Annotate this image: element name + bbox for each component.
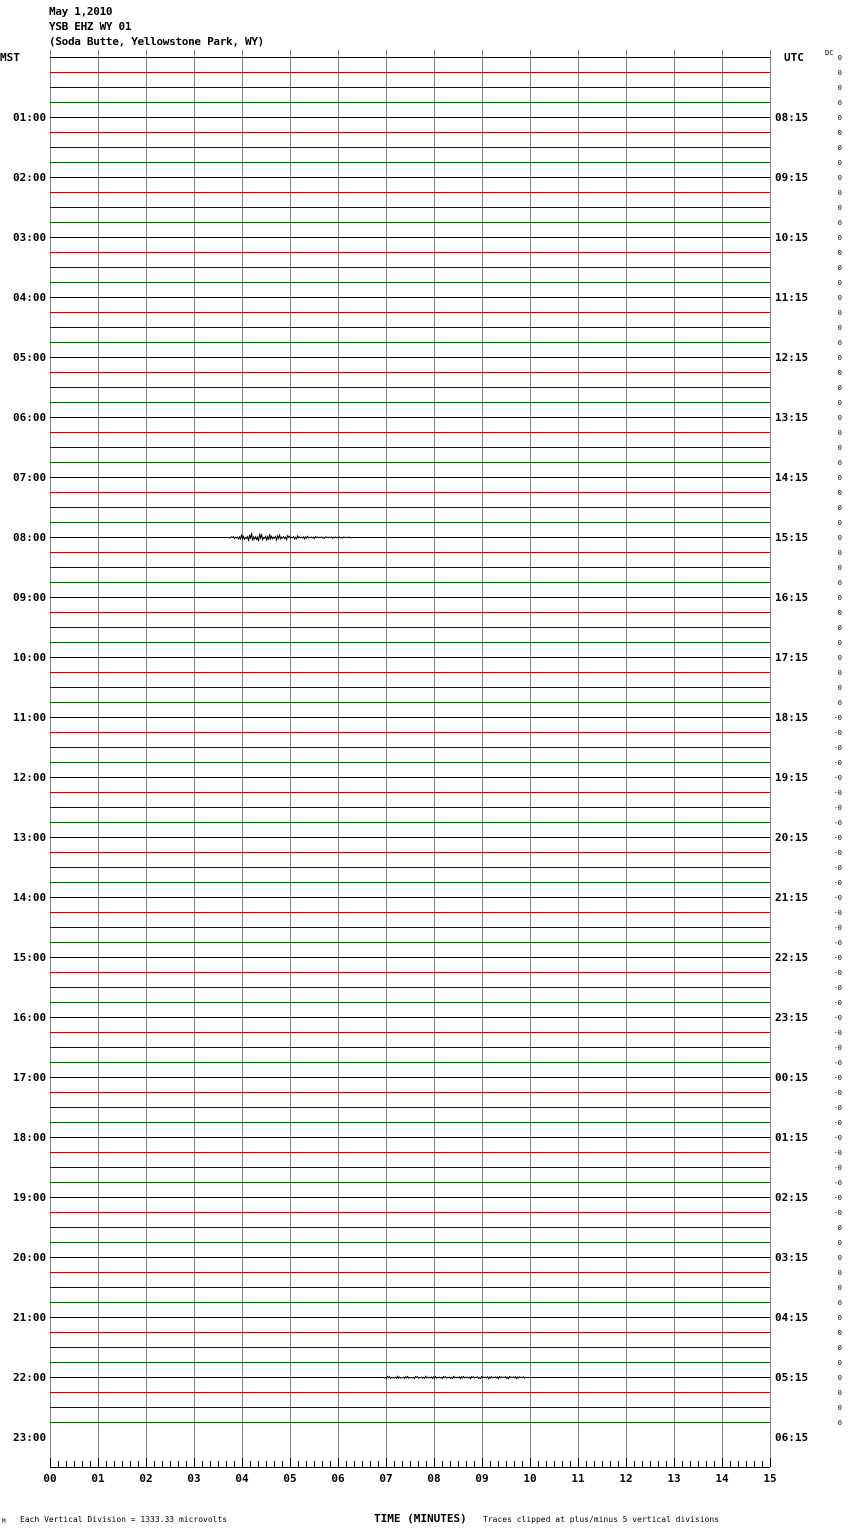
- dc-offset-value: -0: [833, 819, 842, 827]
- dc-offset-value: 0: [837, 129, 842, 137]
- utc-hour-label: 09:15: [775, 171, 809, 184]
- date-label: May 1,2010: [49, 5, 113, 18]
- utc-hour-label: 21:15: [775, 891, 809, 904]
- dc-offset-value: 0: [837, 1344, 842, 1352]
- dc-offset-value: 0: [837, 369, 842, 377]
- dc-offset-value: 0: [837, 654, 842, 662]
- dc-offset-value: 0: [837, 444, 842, 452]
- dc-offset-value: 0: [837, 549, 842, 557]
- x-tick-label: 15: [763, 1472, 777, 1485]
- dc-offset-value: 0: [837, 684, 842, 692]
- x-tick-label: 02: [139, 1472, 153, 1485]
- dc-offset-value: 0: [837, 279, 842, 287]
- dc-offset-value: -0: [833, 1164, 842, 1172]
- location-label: (Soda Butte, Yellowstone Park, WY): [49, 35, 264, 48]
- x-tick-label: 07: [379, 1472, 393, 1485]
- utc-hour-label: 12:15: [775, 351, 809, 364]
- dc-offset-value: -0: [833, 804, 842, 812]
- x-tick-label: 10: [523, 1472, 537, 1485]
- dc-offset-value: -0: [833, 1089, 842, 1097]
- trace-lines: [50, 58, 770, 1423]
- dc-offset-value: -0: [833, 849, 842, 857]
- mst-hour-label: 19:00: [13, 1191, 47, 1204]
- dc-offset-value: 0: [837, 639, 842, 647]
- mst-hour-label: 23:00: [13, 1431, 47, 1444]
- dc-offset-value: 0: [837, 174, 842, 182]
- utc-hour-label: 14:15: [775, 471, 809, 484]
- utc-hour-label: 20:15: [775, 831, 809, 844]
- utc-hour-label: 15:15: [775, 531, 809, 544]
- utc-hour-label: 10:15: [775, 231, 809, 244]
- dc-offset-value: 0: [837, 339, 842, 347]
- mst-hour-label: 21:00: [13, 1311, 47, 1324]
- utc-hour-label: 03:15: [775, 1251, 809, 1264]
- axis-labels: [13, 54, 842, 1444]
- dc-offset-value: 0: [837, 474, 842, 482]
- mst-hour-label: 09:00: [13, 591, 47, 604]
- mst-hour-label: 05:00: [13, 351, 47, 364]
- dc-offset-value: -0: [833, 1194, 842, 1202]
- dc-offset-value: 0: [837, 159, 842, 167]
- dc-offset-value: -0: [833, 864, 842, 872]
- dc-offset-value: 0: [837, 309, 842, 317]
- mst-hour-label: 11:00: [13, 711, 47, 724]
- mst-hour-label: 14:00: [13, 891, 47, 904]
- x-tick-label: 11: [571, 1472, 585, 1485]
- dc-offset-value: 0: [837, 189, 842, 197]
- dc-offset-value: 0: [837, 1299, 842, 1307]
- dc-offset-value: 0: [837, 1389, 842, 1397]
- dc-offset-value: -0: [833, 1134, 842, 1142]
- dc-offset-value: 0: [837, 1254, 842, 1262]
- dc-offset-value: 0: [837, 489, 842, 497]
- x-tick-label: 05: [283, 1472, 297, 1485]
- dc-offset-value: 0: [837, 1224, 842, 1232]
- grid-lines: [51, 50, 771, 1467]
- utc-hour-label: 05:15: [775, 1371, 809, 1384]
- mst-hour-label: 03:00: [13, 231, 47, 244]
- dc-offset-value: 0: [837, 234, 842, 242]
- dc-offset-value: -0: [833, 789, 842, 797]
- dc-offset-value: 0: [837, 144, 842, 152]
- event-trace: [50, 1376, 770, 1378]
- dc-offset-value: -0: [833, 1014, 842, 1022]
- dc-offset-value: 0: [837, 504, 842, 512]
- dc-offset-value: 0: [837, 1419, 842, 1427]
- utc-hour-label: 18:15: [775, 711, 809, 724]
- utc-hour-label: 04:15: [775, 1311, 809, 1324]
- x-axis-title: TIME (MINUTES): [374, 1512, 467, 1525]
- mst-hour-label: 07:00: [13, 471, 47, 484]
- x-tick-label: 14: [715, 1472, 729, 1485]
- dc-offset-value: -0: [833, 939, 842, 947]
- dc-offset-value: -0: [833, 1209, 842, 1217]
- left-timezone-label: MST: [0, 51, 20, 64]
- x-tick-label: 04: [235, 1472, 249, 1485]
- dc-offset-value: -0: [833, 1119, 842, 1127]
- utc-hour-label: 06:15: [775, 1431, 809, 1444]
- dc-offset-value: 0: [837, 324, 842, 332]
- dc-offset-value: -0: [833, 1029, 842, 1037]
- dc-offset-value: -0: [833, 1074, 842, 1082]
- mst-hour-label: 22:00: [13, 1371, 47, 1384]
- dc-offset-value: -0: [833, 744, 842, 752]
- dc-offset-value: 0: [837, 429, 842, 437]
- dc-offset-value: -0: [833, 729, 842, 737]
- x-tick-label: 13: [667, 1472, 681, 1485]
- dc-offset-value: -0: [833, 924, 842, 932]
- dc-offset-value: -0: [833, 969, 842, 977]
- utc-hour-label: 01:15: [775, 1131, 809, 1144]
- dc-offset-value: 0: [837, 699, 842, 707]
- mst-hour-label: 12:00: [13, 771, 47, 784]
- utc-hour-label: 11:15: [775, 291, 809, 304]
- dc-offset-value: 0: [837, 204, 842, 212]
- dc-offset-value: -0: [833, 909, 842, 917]
- mst-hour-label: 04:00: [13, 291, 47, 304]
- dc-offset-value: -0: [833, 894, 842, 902]
- dc-offset-value: -0: [833, 1104, 842, 1112]
- utc-hour-label: 00:15: [775, 1071, 809, 1084]
- dc-offset-value: -0: [833, 759, 842, 767]
- dc-offset-value: 0: [837, 1314, 842, 1322]
- mst-hour-label: 06:00: [13, 411, 47, 424]
- dc-offset-value: 0: [837, 354, 842, 362]
- dc-offset-value: 0: [837, 459, 842, 467]
- mst-hour-label: 20:00: [13, 1251, 47, 1264]
- dc-offset-value: -0: [833, 954, 842, 962]
- mst-hour-label: 08:00: [13, 531, 47, 544]
- event-trace: [50, 533, 770, 541]
- dc-offset-value: -0: [833, 879, 842, 887]
- dc-offset-value: -0: [833, 999, 842, 1007]
- dc-offset-value: 0: [837, 84, 842, 92]
- x-axis-ticks: [43, 1458, 776, 1485]
- x-tick-label: 12: [619, 1472, 633, 1485]
- dc-offset-value: 0: [837, 249, 842, 257]
- dc-offset-value: 0: [837, 69, 842, 77]
- dc-offset-value: 0: [837, 564, 842, 572]
- mst-hour-label: 10:00: [13, 651, 47, 664]
- dc-offset-value: -0: [833, 714, 842, 722]
- dc-offset-value: 0: [837, 1329, 842, 1337]
- dc-offset-value: 0: [837, 519, 842, 527]
- dc-offset-value: 0: [837, 624, 842, 632]
- mst-hour-label: 17:00: [13, 1071, 47, 1084]
- dc-offset-value: 0: [837, 264, 842, 272]
- dc-offset-value: 0: [837, 399, 842, 407]
- dc-offset-value: 0: [837, 669, 842, 677]
- dc-offset-value: -0: [833, 1179, 842, 1187]
- x-tick-label: 03: [187, 1472, 201, 1485]
- clip-note: Traces clipped at plus/minus 5 vertical divisions: [483, 1515, 720, 1524]
- mst-hour-label: 15:00: [13, 951, 47, 964]
- dc-offset-value: 0: [837, 1404, 842, 1412]
- x-tick-label: 00: [43, 1472, 57, 1485]
- dc-offset-value: 0: [837, 114, 842, 122]
- station-label: YSB EHZ WY 01: [49, 20, 132, 33]
- dc-offset-value: 0: [837, 414, 842, 422]
- right-timezone-label: UTC: [784, 51, 804, 64]
- dc-offset-value: 0: [837, 294, 842, 302]
- dc-offset-value: 0: [837, 1269, 842, 1277]
- dc-offset-value: -0: [833, 984, 842, 992]
- dc-offset-value: -0: [833, 774, 842, 782]
- mst-hour-label: 02:00: [13, 171, 47, 184]
- utc-hour-label: 08:15: [775, 111, 809, 124]
- dc-offset-value: -0: [833, 834, 842, 842]
- dc-offset-value: 0: [837, 534, 842, 542]
- mst-hour-label: 18:00: [13, 1131, 47, 1144]
- utc-hour-label: 02:15: [775, 1191, 809, 1204]
- mst-hour-label: 13:00: [13, 831, 47, 844]
- utc-hour-label: 17:15: [775, 651, 809, 664]
- dc-offset-value: 0: [837, 1239, 842, 1247]
- utc-hour-label: 23:15: [775, 1011, 809, 1024]
- vertical-division-note: Each Vertical Division = 1333.33 microvolts: [20, 1515, 228, 1524]
- x-tick-label: 01: [91, 1472, 105, 1485]
- x-tick-label: 08: [427, 1472, 441, 1485]
- corner-mark: M: [2, 1518, 6, 1525]
- dc-offset-value: 0: [837, 99, 842, 107]
- utc-hour-label: 22:15: [775, 951, 809, 964]
- utc-hour-label: 16:15: [775, 591, 809, 604]
- dc-offset-value: 0: [837, 1359, 842, 1367]
- dc-offset-value: -0: [833, 1044, 842, 1052]
- dc-offset-value: -0: [833, 1149, 842, 1157]
- dc-offset-value: 0: [837, 1374, 842, 1382]
- dc-offset-value: 0: [837, 54, 842, 62]
- mst-hour-label: 16:00: [13, 1011, 47, 1024]
- dc-offset-value: 0: [837, 579, 842, 587]
- x-tick-label: 09: [475, 1472, 489, 1485]
- utc-hour-label: 13:15: [775, 411, 809, 424]
- x-tick-label: 06: [331, 1472, 345, 1485]
- dc-offset-value: 0: [837, 219, 842, 227]
- dc-label: DC: [825, 49, 834, 57]
- dc-offset-value: -0: [833, 1059, 842, 1067]
- dc-offset-value: 0: [837, 609, 842, 617]
- dc-offset-value: 0: [837, 384, 842, 392]
- dc-offset-value: 0: [837, 594, 842, 602]
- mst-hour-label: 01:00: [13, 111, 47, 124]
- dc-offset-value: 0: [837, 1284, 842, 1292]
- utc-hour-label: 19:15: [775, 771, 809, 784]
